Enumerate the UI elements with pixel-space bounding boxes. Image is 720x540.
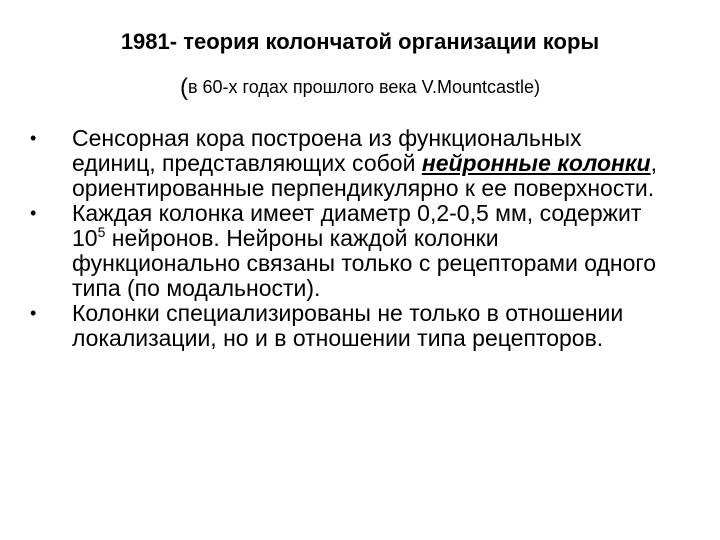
bullet-2-exponent: 5 xyxy=(97,224,106,240)
bullet-1-emphasis: нейронные колонки xyxy=(421,150,651,176)
bullet-1-text-start: Сенсорная кора построена из функциональных единиц, представляющих собой xyxy=(72,125,582,176)
subtitle-open-paren: ( xyxy=(179,74,188,101)
bullet-2-text-end: нейронов. Нейроны каждой колонки функционально связаны только с рецепторами одного типа (по модальности). xyxy=(72,225,657,301)
subtitle-text: в 60-х годах прошлого века V.Mountcastle) xyxy=(187,77,541,97)
bullet-3-text: Колонки специализированы не только в отношении локализации, но и в отношении типа рецепторов. xyxy=(72,300,624,351)
bullet-item xyxy=(30,126,670,201)
bullet-item xyxy=(30,301,670,351)
slide-title: 1981- теория колончатой организации коры xyxy=(120,29,600,54)
bullet-1-text-end: , ориентированные перпендикулярно к ее поверхности. xyxy=(72,150,658,201)
bullet-item xyxy=(30,201,670,301)
bullet-marker: • xyxy=(30,203,37,223)
bullet-list xyxy=(30,126,670,351)
slide-subtitle xyxy=(0,74,720,101)
bullet-2-text-start: Каждая колонка имеет диаметр 0,2-0,5 мм, содержит 10 xyxy=(72,200,642,251)
bullet-marker: • xyxy=(30,303,37,323)
bullet-marker: • xyxy=(30,128,37,148)
